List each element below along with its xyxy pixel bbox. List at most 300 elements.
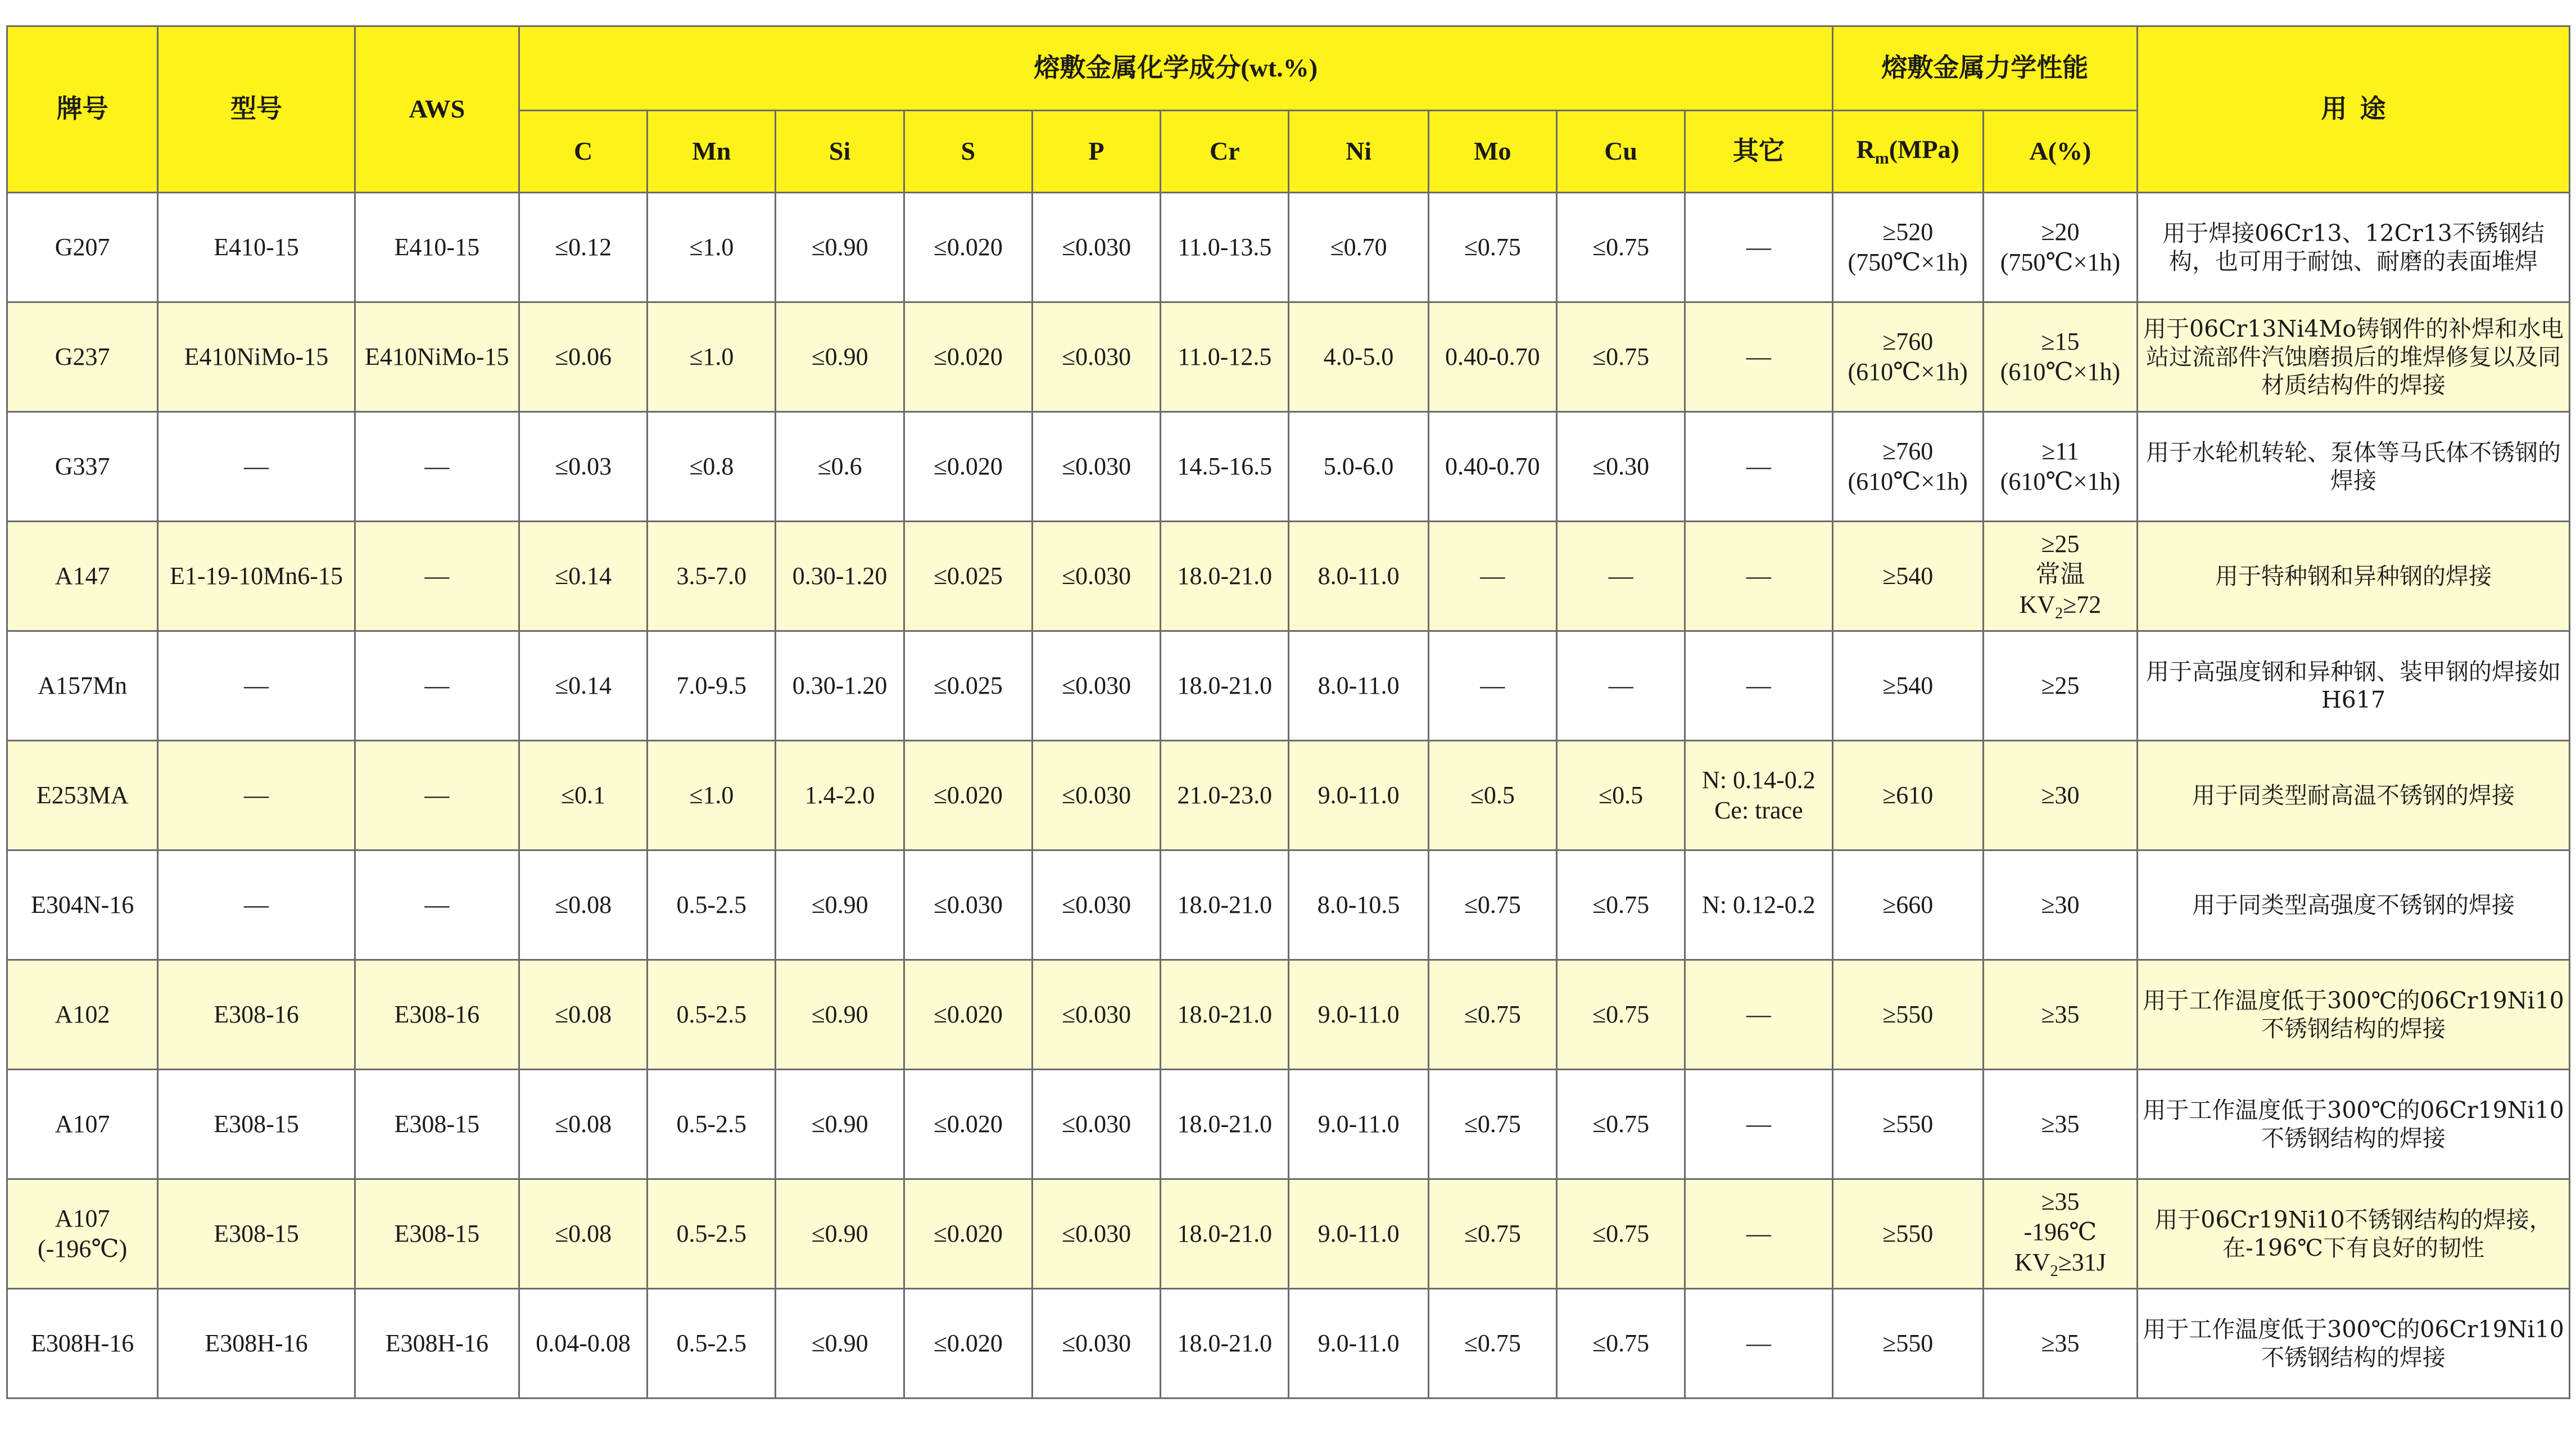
elongation-value: ≥30 [2041, 781, 2080, 809]
p-cell [1032, 631, 1160, 741]
aws-cell [355, 741, 519, 850]
other-cell [1685, 741, 1832, 850]
brand-note: (-196℃) [38, 1235, 128, 1262]
p-value: ≤0.030 [1062, 1110, 1131, 1138]
cu-cell [1556, 302, 1685, 412]
ni-cell [1289, 631, 1428, 741]
p-value: ≤0.030 [1062, 891, 1131, 919]
tensile-cell [1832, 1070, 1983, 1179]
other-cell [1685, 302, 1832, 412]
si-cell [776, 302, 904, 412]
c-value: ≤0.08 [555, 1001, 612, 1029]
use-cell [2138, 193, 2570, 302]
table-row [7, 193, 2570, 302]
ni-cell [1289, 850, 1428, 960]
header-element-ni: Ni [1289, 111, 1428, 193]
mn-value: 3.5-7.0 [676, 562, 747, 590]
header-use: 用 途 [2138, 26, 2570, 193]
brand-cell [7, 850, 158, 960]
model-cell [158, 302, 355, 412]
aws-cell [355, 412, 519, 522]
model-cell [158, 960, 355, 1070]
impact-subscript: 2 [2050, 1262, 2058, 1280]
s-cell [904, 522, 1032, 631]
elongation-cell [1983, 302, 2137, 412]
mo-cell [1428, 1289, 1556, 1399]
c-value: ≤0.08 [555, 891, 612, 919]
s-value: ≤0.020 [933, 1220, 1003, 1248]
mo-value: ≤0.75 [1464, 1001, 1521, 1029]
electrode-spec-table [6, 25, 2570, 1399]
other-value: N: 0.14-0.2 [1702, 766, 1816, 794]
model-cell [158, 850, 355, 960]
si-value: 1.4-2.0 [804, 781, 875, 809]
table-body [7, 193, 2570, 1399]
other-cell [1685, 412, 1832, 522]
brand-value: A107 [55, 1205, 110, 1233]
si-value: ≤0.90 [811, 233, 868, 261]
cr-cell [1161, 302, 1289, 412]
header-mechanical-properties: 熔敷金属力学性能 [1832, 26, 2138, 111]
tensile-cell [1832, 522, 1983, 631]
mn-cell [648, 960, 776, 1070]
cr-cell [1161, 741, 1289, 850]
cu-value: ≤0.75 [1592, 1110, 1650, 1138]
other-value: — [1746, 233, 1771, 261]
s-value: ≤0.020 [933, 781, 1003, 809]
mo-cell [1428, 960, 1556, 1070]
use-cell [2138, 522, 2570, 631]
tensile-cell [1832, 412, 1983, 522]
tensile-value: ≥540 [1882, 562, 1934, 590]
aws-value: — [424, 891, 450, 919]
c-cell [519, 1179, 647, 1289]
ni-value: 9.0-11.0 [1318, 1001, 1400, 1029]
tensile-value: ≥550 [1882, 1110, 1934, 1138]
use-value: 用于特种钢和异种钢的焊接 [2215, 562, 2492, 590]
cu-value: ≤0.75 [1592, 1220, 1650, 1248]
elongation-cell [1983, 741, 2137, 850]
model-cell [158, 193, 355, 302]
use-value: 用于同类型耐高温不锈钢的焊接 [2192, 781, 2515, 809]
cu-cell [1556, 631, 1685, 741]
impact-subscript: 2 [2055, 604, 2063, 622]
cr-cell [1161, 631, 1289, 741]
use-value: 用于水轮机转轮、泵体等马氏体不锈钢的焊接 [2146, 438, 2561, 494]
aws-cell [355, 631, 519, 741]
s-cell [904, 412, 1032, 522]
p-cell [1032, 193, 1160, 302]
s-cell [904, 302, 1032, 412]
use-cell [2138, 850, 2570, 960]
ni-cell [1289, 522, 1428, 631]
c-cell [519, 960, 647, 1070]
cu-cell [1556, 960, 1685, 1070]
brand-cell [7, 631, 158, 741]
p-cell [1032, 850, 1160, 960]
ni-cell [1289, 412, 1428, 522]
c-cell [519, 631, 647, 741]
tensile-cell [1832, 631, 1983, 741]
mo-cell [1428, 850, 1556, 960]
si-value: 0.30-1.20 [792, 672, 888, 700]
use-cell [2138, 631, 2570, 741]
elongation-cell [1983, 850, 2137, 960]
tensile-value: ≥520 [1882, 218, 1934, 246]
use-cell [2138, 960, 2570, 1070]
mn-cell [648, 1289, 776, 1399]
si-value: ≤0.90 [811, 1220, 868, 1248]
cr-value: 18.0-21.0 [1177, 672, 1273, 700]
brand-value: A107 [55, 1110, 110, 1138]
cu-cell [1556, 1070, 1685, 1179]
mo-value: — [1480, 562, 1505, 590]
other-value: — [1746, 343, 1771, 371]
use-cell [2138, 1179, 2570, 1289]
impact-symbol: KV [2019, 590, 2056, 618]
si-value: ≤0.90 [811, 1329, 868, 1357]
s-value: ≤0.020 [933, 1001, 1003, 1029]
mn-cell [648, 631, 776, 741]
p-cell [1032, 1070, 1160, 1179]
mo-cell [1428, 193, 1556, 302]
cr-value: 11.0-12.5 [1178, 343, 1272, 371]
si-cell [776, 741, 904, 850]
brand-value: G207 [55, 233, 110, 261]
s-value: ≤0.020 [933, 233, 1003, 261]
use-value: 用于高强度钢和异种钢、装甲钢的焊接如H617 [2146, 658, 2561, 713]
s-value: ≤0.020 [933, 1329, 1003, 1357]
use-cell [2138, 1289, 2570, 1399]
cr-value: 18.0-21.0 [1177, 1110, 1273, 1138]
impact-condition: -196℃ [2023, 1218, 2097, 1246]
mn-cell [648, 193, 776, 302]
cu-value: ≤0.75 [1592, 343, 1650, 371]
s-cell [904, 1289, 1032, 1399]
elongation-cell [1983, 1289, 2137, 1399]
model-value: E308-15 [214, 1220, 299, 1248]
brand-value: G237 [55, 343, 110, 371]
tensile-value: ≥610 [1882, 781, 1934, 809]
ni-value: 8.0-10.5 [1317, 891, 1400, 919]
elongation-value: ≥35 [2041, 1110, 2080, 1138]
cu-cell [1556, 850, 1685, 960]
other-value: — [1746, 452, 1771, 481]
other-value: — [1746, 562, 1771, 590]
model-value: E410-15 [214, 233, 299, 261]
header-element-s: S [904, 111, 1032, 193]
rm-unit: (MPa) [1889, 135, 1959, 164]
s-value: ≤0.020 [933, 452, 1003, 481]
cr-cell [1161, 1179, 1289, 1289]
p-cell [1032, 522, 1160, 631]
cr-cell [1161, 522, 1289, 631]
cu-value: ≤0.75 [1592, 1001, 1650, 1029]
aws-cell [355, 1179, 519, 1289]
si-value: ≤0.90 [811, 1001, 868, 1029]
ni-cell [1289, 193, 1428, 302]
aws-value: — [424, 452, 450, 481]
p-cell [1032, 412, 1160, 522]
elongation-value: ≥25 [2041, 672, 2080, 700]
aws-cell [355, 1289, 519, 1399]
mo-value: ≤0.75 [1464, 891, 1521, 919]
tensile-cell [1832, 1179, 1983, 1289]
aws-value: — [424, 562, 450, 590]
mo-value: 0.40-0.70 [1445, 343, 1540, 371]
mn-value: ≤1.0 [689, 781, 734, 809]
brand-cell [7, 302, 158, 412]
cr-value: 18.0-21.0 [1177, 1220, 1273, 1248]
table-row [7, 302, 2570, 412]
mo-cell [1428, 522, 1556, 631]
aws-value: E308H-16 [385, 1329, 488, 1357]
c-cell [519, 1070, 647, 1179]
model-cell [158, 741, 355, 850]
mo-cell [1428, 741, 1556, 850]
model-cell [158, 1289, 355, 1399]
c-cell [519, 1289, 647, 1399]
table-row [7, 850, 2570, 960]
header-chemical-composition: 熔敷金属化学成分(wt.%) [519, 26, 1832, 111]
mo-cell [1428, 631, 1556, 741]
tensile-cell [1832, 1289, 1983, 1399]
other-note: Ce: trace [1714, 797, 1803, 824]
si-cell [776, 193, 904, 302]
mo-cell [1428, 1070, 1556, 1179]
header-row-1 [7, 26, 2570, 111]
header-element-other: 其它 [1685, 111, 1832, 193]
p-value: ≤0.030 [1062, 1001, 1131, 1029]
c-cell [519, 193, 647, 302]
elongation-value: ≥35 [2041, 1188, 2080, 1216]
use-value: 用于06Cr19Ni10不锈钢结构的焊接，在-196℃下有良好的韧性 [2154, 1206, 2552, 1261]
c-cell [519, 412, 647, 522]
si-cell [776, 1070, 904, 1179]
brand-cell [7, 1289, 158, 1399]
brand-value: E308H-16 [30, 1329, 134, 1357]
model-cell [158, 631, 355, 741]
model-cell [158, 412, 355, 522]
cr-value: 21.0-23.0 [1177, 781, 1273, 809]
s-value: ≤0.020 [933, 1110, 1003, 1138]
use-value: 用于工作温度低于300℃的06Cr19Ni10不锈钢结构的焊接 [2143, 987, 2564, 1042]
cr-cell [1161, 1289, 1289, 1399]
elongation-cell [1983, 1070, 2137, 1179]
si-cell [776, 1289, 904, 1399]
s-cell [904, 1179, 1032, 1289]
use-value: 用于同类型高强度不锈钢的焊接 [2192, 891, 2515, 918]
elongation-condition: (610℃×1h) [2000, 468, 2121, 495]
tensile-value: ≥660 [1882, 891, 1934, 919]
si-cell [776, 522, 904, 631]
model-value: — [243, 781, 269, 809]
cu-value: — [1608, 562, 1633, 590]
table-row [7, 960, 2570, 1070]
table-wrapper [6, 25, 2570, 1399]
mo-value: ≤0.75 [1464, 1110, 1521, 1138]
elongation-cell [1983, 412, 2137, 522]
other-cell [1685, 193, 1832, 302]
tensile-cell [1832, 850, 1983, 960]
table-row [7, 1289, 2570, 1399]
p-value: ≤0.030 [1062, 562, 1131, 590]
cu-value: ≤0.5 [1599, 781, 1644, 809]
cr-value: 18.0-21.0 [1177, 1329, 1273, 1357]
mn-cell [648, 412, 776, 522]
tensile-value: ≥760 [1882, 437, 1934, 465]
c-cell [519, 522, 647, 631]
table-row [7, 741, 2570, 850]
aws-cell [355, 193, 519, 302]
elongation-condition: (750℃×1h) [2000, 248, 2121, 276]
impact-number: ≥72 [2063, 590, 2102, 618]
header-element-mo: Mo [1428, 111, 1556, 193]
use-value: 用于工作温度低于300℃的06Cr19Ni10不锈钢结构的焊接 [2143, 1315, 2564, 1371]
header-aws: AWS [355, 26, 519, 193]
si-value: 0.30-1.20 [792, 562, 888, 590]
header-model: 型号 [158, 26, 355, 193]
cr-value: 11.0-13.5 [1178, 233, 1272, 261]
other-value: — [1746, 672, 1771, 700]
c-value: 0.04-0.08 [536, 1329, 631, 1357]
table-row [7, 631, 2570, 741]
model-cell [158, 1070, 355, 1179]
impact-number: ≥31J [2058, 1248, 2106, 1276]
brand-cell [7, 193, 158, 302]
p-cell [1032, 1179, 1160, 1289]
mo-value: — [1480, 672, 1505, 700]
use-value: 用于工作温度低于300℃的06Cr19Ni10不锈钢结构的焊接 [2143, 1096, 2564, 1152]
header-element-cr: Cr [1161, 111, 1289, 193]
tensile-cell [1832, 302, 1983, 412]
mn-value: ≤0.8 [689, 452, 734, 481]
cu-cell [1556, 522, 1685, 631]
p-value: ≤0.030 [1062, 233, 1131, 261]
elongation-value: ≥20 [2041, 218, 2080, 246]
model-value: E308-16 [214, 1001, 299, 1029]
impact-value [1988, 1247, 2133, 1281]
elongation-condition: (610℃×1h) [2000, 358, 2121, 386]
s-value: ≤0.025 [933, 562, 1003, 590]
cr-cell [1161, 850, 1289, 960]
c-value: ≤0.08 [555, 1110, 612, 1138]
c-value: ≤0.03 [555, 452, 612, 481]
ni-value: 9.0-11.0 [1318, 1220, 1400, 1248]
table-row [7, 1070, 2570, 1179]
mo-cell [1428, 412, 1556, 522]
c-cell [519, 850, 647, 960]
elongation-cell [1983, 631, 2137, 741]
brand-cell [7, 412, 158, 522]
si-value: ≤0.90 [811, 1110, 868, 1138]
elongation-cell [1983, 1179, 2137, 1289]
mn-value: 0.5-2.5 [676, 1001, 747, 1029]
c-value: ≤0.1 [561, 781, 606, 809]
tensile-cell [1832, 741, 1983, 850]
other-cell [1685, 522, 1832, 631]
cr-value: 18.0-21.0 [1177, 562, 1273, 590]
cu-value: ≤0.75 [1592, 891, 1650, 919]
aws-cell [355, 850, 519, 960]
cu-cell [1556, 741, 1685, 850]
header-tensile-strength [1832, 111, 1983, 193]
p-value: ≤0.030 [1062, 1329, 1131, 1357]
tensile-value: ≥550 [1882, 1329, 1934, 1357]
mn-cell [648, 741, 776, 850]
elongation-cell [1983, 522, 2137, 631]
mo-value: ≤0.75 [1464, 1220, 1521, 1248]
other-cell [1685, 631, 1832, 741]
ni-cell [1289, 302, 1428, 412]
aws-cell [355, 960, 519, 1070]
c-value: ≤0.14 [555, 562, 612, 590]
tensile-value: ≥550 [1882, 1220, 1934, 1248]
other-cell [1685, 1289, 1832, 1399]
mn-cell [648, 850, 776, 960]
s-cell [904, 631, 1032, 741]
brand-value: A147 [55, 562, 110, 590]
p-value: ≤0.030 [1062, 343, 1131, 371]
aws-value: E308-16 [394, 1001, 480, 1029]
table-row [7, 1179, 2570, 1289]
brand-value: A157Mn [38, 672, 128, 700]
header-element-p: P [1032, 111, 1160, 193]
table-row [7, 412, 2570, 522]
cr-cell [1161, 1070, 1289, 1179]
use-value: 用于06Cr13Ni4Mo铸钢件的补焊和水电站过流部件汽蚀磨损后的堆焊修复以及同材质结构件的焊接 [2143, 315, 2564, 399]
model-value: E308H-16 [205, 1329, 308, 1357]
s-value: ≤0.020 [933, 343, 1003, 371]
mo-value: ≤0.5 [1470, 781, 1515, 809]
ni-value: 9.0-11.0 [1318, 1110, 1400, 1138]
brand-value: G337 [55, 452, 110, 481]
aws-cell [355, 1070, 519, 1179]
ni-cell [1289, 1070, 1428, 1179]
use-value: 用于焊接06Cr13、12Cr13不锈钢结构，也可用于耐蚀、耐磨的表面堆焊 [2162, 219, 2545, 275]
c-value: ≤0.12 [555, 233, 612, 261]
header-elongation: A(%) [1983, 111, 2137, 193]
si-value: ≤0.90 [811, 343, 868, 371]
cu-value: ≤0.75 [1592, 233, 1650, 261]
si-value: ≤0.90 [811, 891, 868, 919]
tensile-cell [1832, 960, 1983, 1070]
cu-value: ≤0.30 [1592, 452, 1650, 481]
mn-value: ≤1.0 [689, 343, 734, 371]
use-cell [2138, 302, 2570, 412]
ni-cell [1289, 741, 1428, 850]
table-row [7, 522, 2570, 631]
tensile-value: ≥760 [1882, 328, 1934, 356]
ni-value: 9.0-11.0 [1318, 781, 1400, 809]
cu-cell [1556, 412, 1685, 522]
other-cell [1685, 1179, 1832, 1289]
ni-value: 4.0-5.0 [1323, 343, 1394, 371]
other-value: — [1746, 1110, 1771, 1138]
brand-cell [7, 522, 158, 631]
elongation-cell [1983, 193, 2137, 302]
elongation-value: ≥25 [2041, 530, 2080, 558]
model-value: E410NiMo-15 [184, 343, 329, 371]
s-cell [904, 1070, 1032, 1179]
p-value: ≤0.030 [1062, 672, 1131, 700]
mn-value: 0.5-2.5 [676, 1110, 747, 1138]
brand-value: E304N-16 [30, 891, 134, 919]
header-element-c: C [519, 111, 647, 193]
p-value: ≤0.030 [1062, 1220, 1131, 1248]
elongation-value: ≥15 [2041, 328, 2080, 356]
use-cell [2138, 1070, 2570, 1179]
